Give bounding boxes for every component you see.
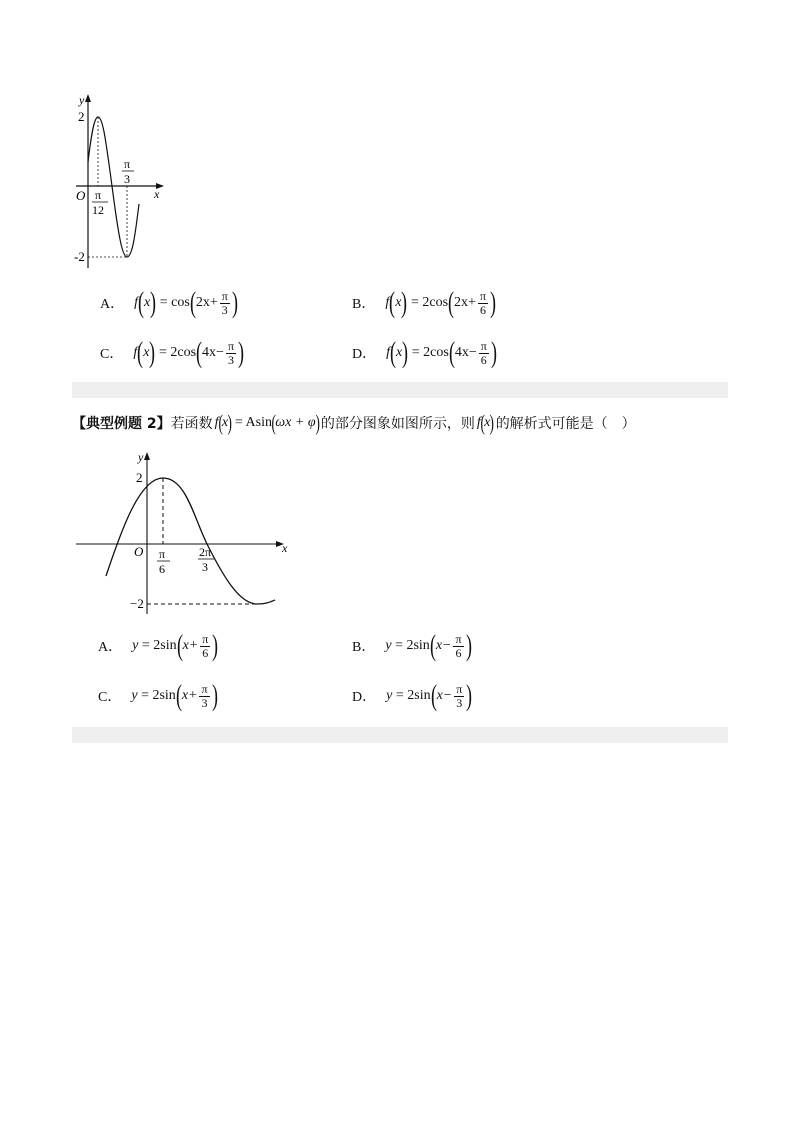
- graph1-y-label: y: [79, 93, 85, 107]
- option-letter: C．: [100, 347, 124, 362]
- graph1-tick-pi3-den: 3: [124, 172, 130, 186]
- option-letter: A．: [100, 297, 125, 312]
- option-letter: D．: [352, 690, 377, 705]
- graph2-curve: [106, 478, 275, 604]
- q2-func-ref: f ( x ): [476, 410, 495, 435]
- separator-1: [72, 382, 728, 398]
- option-formula: y = 2 sin ( x+ $\frac{\pi}{3}$ ): [131, 679, 218, 712]
- graph2-y-arrow: [144, 452, 150, 460]
- graph1-origin: O: [76, 188, 86, 203]
- graph1-ymax-label: 2: [78, 109, 85, 124]
- option-formula: f ( x ) = 2 cos ( 4x− $\frac{\pi}{6}$ ): [386, 336, 497, 369]
- graph1-y-arrow: [85, 94, 91, 102]
- graph2-ymax-label: 2: [136, 470, 143, 485]
- q2-option-b[interactable]: [352, 631, 472, 661]
- option-letter: B．: [352, 297, 376, 312]
- q2-option-d[interactable]: [352, 681, 472, 711]
- graph2-tick-2pi3-num: 2π: [199, 545, 212, 559]
- q2-stem: [72, 412, 636, 434]
- graph2-origin: O: [134, 544, 144, 559]
- graph2-ymin-label: −2: [130, 596, 144, 611]
- graph2-x-label: x: [282, 541, 288, 555]
- q1-option-b[interactable]: [352, 288, 496, 318]
- option-letter: C．: [98, 690, 122, 705]
- option-formula: f ( x ) = 2 cos ( 4x− $\frac{\pi}{3}$ ): [133, 336, 244, 369]
- option-formula: f ( x ) = 2 cos ( 2x+ $\frac{\pi}{6}$ ): [385, 286, 496, 319]
- q2-tag: 【典型例题 2】: [72, 416, 171, 432]
- graph1-x-label: x: [154, 187, 160, 201]
- option-letter: D．: [352, 347, 377, 362]
- graph-1: [70, 92, 170, 272]
- graph2-y-label: y: [138, 450, 144, 464]
- option-formula: y = 2 sin ( x+ $\frac{\pi}{6}$ ): [132, 629, 219, 662]
- graph2-tick-pi6-den: 6: [159, 562, 165, 576]
- q1-option-a[interactable]: [100, 288, 238, 318]
- graph2-tick-2pi3-den: 3: [202, 560, 208, 574]
- q2-text-2: 的部分图象如图所示，则: [320, 416, 475, 432]
- graph1-tick-pi3-num: π: [124, 157, 131, 171]
- q2-option-c[interactable]: [98, 681, 218, 711]
- q1-option-d[interactable]: [352, 338, 497, 368]
- graph1-curve: [88, 117, 139, 257]
- q2-text-3: 的解析式可能是（ ）: [495, 416, 636, 432]
- q1-option-c[interactable]: [100, 338, 244, 368]
- graph1-ymin-label: -2: [74, 249, 85, 264]
- option-formula: y = 2 sin ( x− $\frac{\pi}{6}$ ): [385, 629, 472, 662]
- graph1-tick-pi12-den: 12: [92, 203, 104, 217]
- graph-2: [72, 448, 302, 618]
- graph1-tick-pi12-num: π: [95, 188, 102, 202]
- option-letter: A．: [98, 640, 123, 655]
- option-formula: f ( x ) = cos ( 2x+ $\frac{\pi}{3}$ ): [134, 286, 238, 319]
- option-formula: y = 2 sin ( x− $\frac{\pi}{3}$ ): [386, 679, 473, 712]
- separator-2: [72, 727, 728, 743]
- q2-text-1: 若函数: [170, 416, 213, 432]
- option-letter: B．: [352, 640, 376, 655]
- q2-option-a[interactable]: [98, 631, 218, 661]
- graph2-tick-pi6-num: π: [159, 547, 166, 561]
- q2-formula: f ( x ) = A sin ( ωx + φ ): [214, 410, 320, 435]
